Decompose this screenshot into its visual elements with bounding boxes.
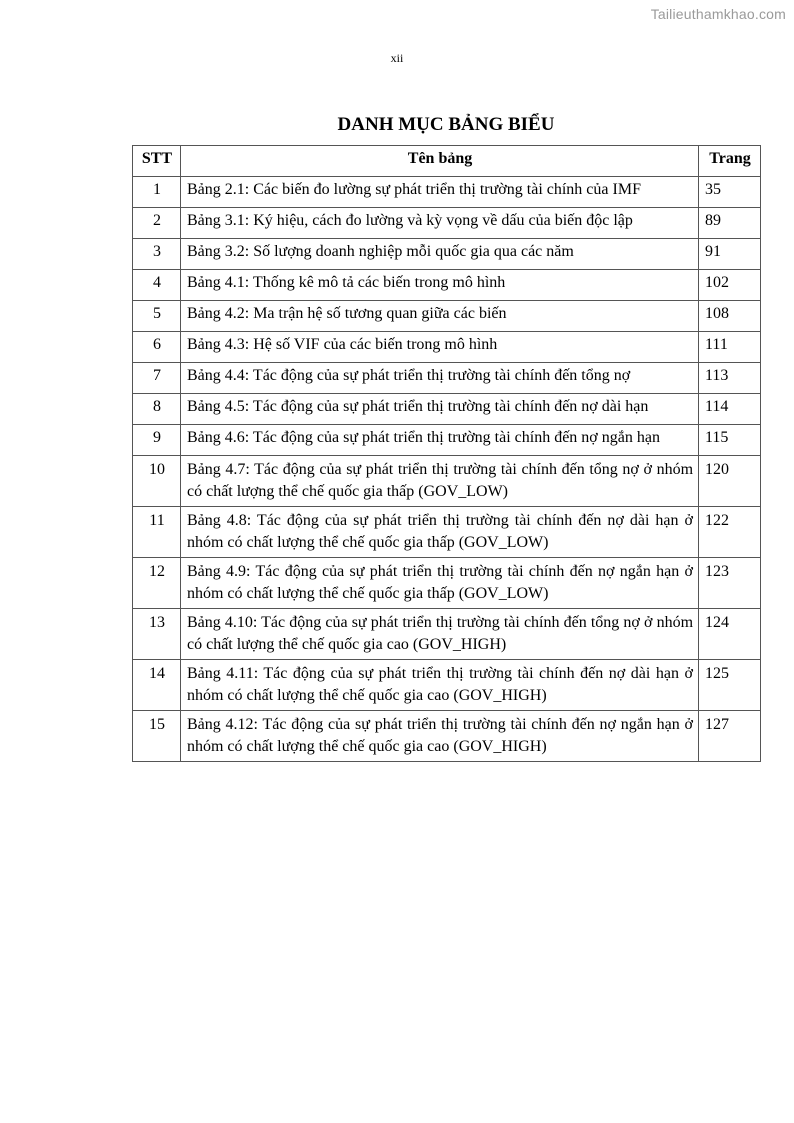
row-table-name: Bảng 4.6: Tác động của sự phát triển thị trường tài chính đến nợ ngắn hạn <box>180 425 698 456</box>
table-header-row <box>133 146 761 177</box>
row-stt: 6 <box>133 332 181 363</box>
table-row <box>133 609 761 660</box>
row-stt: 15 <box>133 711 181 762</box>
row-table-name: Bảng 4.1: Thống kê mô tả các biến trong mô hình <box>180 270 698 301</box>
row-table-name: Bảng 4.12: Tác động của sự phát triển thị trường tài chính đến nợ ngắn hạn ở nhóm có chất lượng thể chế quốc gia cao (GOV_HIGH) <box>180 711 698 762</box>
row-table-name: Bảng 4.8: Tác động của sự phát triển thị trường tài chính đến nợ dài hạn ở nhóm có chất lượng thể chế quốc gia thấp (GOV_LOW) <box>180 507 698 558</box>
row-table-name: Bảng 4.5: Tác động của sự phát triển thị trường tài chính đến nợ dài hạn <box>180 394 698 425</box>
row-stt: 1 <box>133 177 181 208</box>
table-row <box>133 208 761 239</box>
watermark: Tailieuthamkhao.com <box>650 6 786 22</box>
row-stt: 7 <box>133 363 181 394</box>
row-page-number: 127 <box>699 711 761 762</box>
table-row <box>133 394 761 425</box>
row-stt: 14 <box>133 660 181 711</box>
row-page-number: 108 <box>699 301 761 332</box>
row-page-number: 114 <box>699 394 761 425</box>
row-table-name: Bảng 3.2: Số lượng doanh nghiệp mỗi quốc gia qua các năm <box>180 239 698 270</box>
row-page-number: 113 <box>699 363 761 394</box>
row-table-name: Bảng 4.10: Tác động của sự phát triển thị trường tài chính đến tổng nợ ở nhóm có chất lượng thể chế quốc gia cao (GOV_HIGH) <box>180 609 698 660</box>
row-table-name: Bảng 4.4: Tác động của sự phát triển thị trường tài chính đến tổng nợ <box>180 363 698 394</box>
page-title: DANH MỤC BẢNG BIỂU <box>337 114 555 135</box>
table-row <box>133 301 761 332</box>
row-table-name: Bảng 4.9: Tác động của sự phát triển thị trường tài chính đến nợ ngắn hạn ở nhóm có chất lượng thể chế quốc gia thấp (GOV_LOW) <box>180 558 698 609</box>
page-number: xii <box>390 51 404 65</box>
table-row <box>133 270 761 301</box>
table-row <box>133 239 761 270</box>
row-page-number: 35 <box>699 177 761 208</box>
table-row <box>133 177 761 208</box>
row-page-number: 89 <box>699 208 761 239</box>
row-stt: 11 <box>133 507 181 558</box>
table-body <box>133 177 761 762</box>
header-name: Tên bảng <box>180 146 698 177</box>
table-row <box>133 332 761 363</box>
row-page-number: 124 <box>699 609 761 660</box>
row-stt: 5 <box>133 301 181 332</box>
header-page: Trang <box>699 146 761 177</box>
row-page-number: 122 <box>699 507 761 558</box>
row-page-number: 125 <box>699 660 761 711</box>
table-row <box>133 456 761 507</box>
row-stt: 10 <box>133 456 181 507</box>
row-page-number: 120 <box>699 456 761 507</box>
row-page-number: 102 <box>699 270 761 301</box>
table-row <box>133 660 761 711</box>
row-table-name: Bảng 4.7: Tác động của sự phát triển thị trường tài chính đến tổng nợ ở nhóm có chất lượng thể chế quốc gia thấp (GOV_LOW) <box>180 456 698 507</box>
row-table-name: Bảng 2.1: Các biến đo lường sự phát triển thị trường tài chính của IMF <box>180 177 698 208</box>
row-stt: 8 <box>133 394 181 425</box>
row-table-name: Bảng 3.1: Ký hiệu, cách đo lường và kỳ vọng về dấu của biến độc lập <box>180 208 698 239</box>
header-stt: STT <box>133 146 181 177</box>
row-stt: 4 <box>133 270 181 301</box>
table-row <box>133 425 761 456</box>
row-page-number: 91 <box>699 239 761 270</box>
row-stt: 12 <box>133 558 181 609</box>
row-table-name: Bảng 4.2: Ma trận hệ số tương quan giữa các biến <box>180 301 698 332</box>
row-page-number: 115 <box>699 425 761 456</box>
row-stt: 2 <box>133 208 181 239</box>
row-page-number: 123 <box>699 558 761 609</box>
table-row <box>133 363 761 394</box>
table-row <box>133 711 761 762</box>
table-row <box>133 507 761 558</box>
row-stt: 13 <box>133 609 181 660</box>
row-table-name: Bảng 4.11: Tác động của sự phát triển thị trường tài chính đến nợ dài hạn ở nhóm có chất lượng thể chế quốc gia cao (GOV_HIGH) <box>180 660 698 711</box>
table-list <box>132 145 761 762</box>
row-page-number: 111 <box>699 332 761 363</box>
row-stt: 3 <box>133 239 181 270</box>
row-stt: 9 <box>133 425 181 456</box>
row-table-name: Bảng 4.3: Hệ số VIF của các biến trong mô hình <box>180 332 698 363</box>
table-row <box>133 558 761 609</box>
